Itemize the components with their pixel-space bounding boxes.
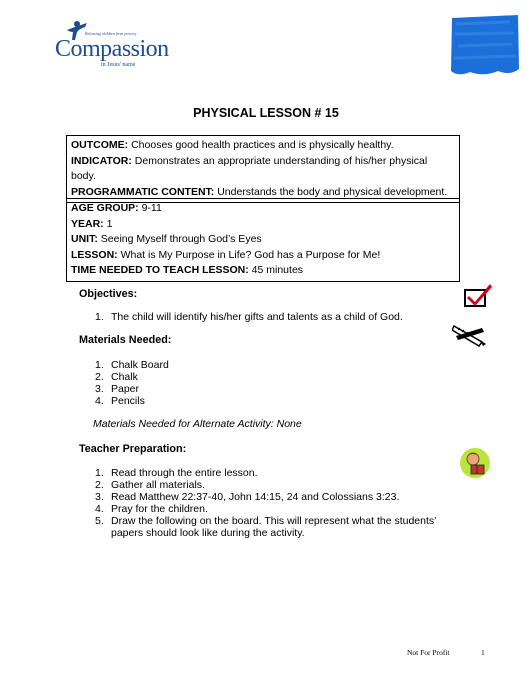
alternate-materials: Materials Needed for Alternate Activity: None (93, 418, 302, 430)
checkbox-check-icon (462, 282, 496, 316)
compassion-logo (55, 22, 169, 70)
year-line: YEAR: 1 (71, 217, 113, 230)
age-group-line: AGE GROUP: 9-11 (71, 202, 162, 214)
list-item: 1. Read through the entire lesson. (95, 467, 258, 479)
blue-paint-swatch (450, 14, 520, 78)
materials-list (95, 359, 295, 407)
outcome-box (66, 135, 460, 203)
teacher-reading-icon (458, 446, 492, 480)
footer-note: Not For Profit (407, 648, 450, 657)
unit-line: UNIT: Seeing Myself through God’s Eyes (71, 233, 262, 245)
materials-heading: Materials Needed: (79, 334, 172, 346)
time-needed-line: TIME NEEDED TO TEACH LESSON: 45 minutes (71, 264, 304, 276)
outcome-line: OUTCOME: Chooses good health practices and is physically healthy. (71, 139, 394, 151)
pencil-ruler-icon (452, 322, 488, 348)
list-item: 5. Draw the following on the board. This will represent what the students’ papers should look like during the activity. (95, 515, 437, 539)
preparation-list (95, 467, 455, 539)
list-item: 4. Pray for the children. (95, 503, 208, 515)
indicator-line: INDICATOR: Demonstrates an appropriate understanding of his/her physical body. (71, 154, 428, 182)
teacher-preparation-heading: Teacher Preparation: (79, 443, 187, 455)
lesson-line: LESSON: What is My Purpose in Life? God has a Purpose for Me! (71, 248, 381, 261)
list-item: 1. The child will identify his/her gifts and talents as a child of God. (95, 311, 403, 323)
logo-wordmark: Compassion (55, 36, 169, 62)
objectives-list (95, 311, 425, 323)
logo-subtitle: in Jesus' name (101, 62, 136, 68)
objectives-heading: Objectives: (79, 288, 138, 300)
page-title: PHYSICAL LESSON # 15 (193, 106, 339, 120)
page-number: 1 (481, 648, 485, 657)
programmatic-content-line: PROGRAMMATIC CONTENT: Understands the body and physical development. (71, 185, 448, 198)
list-item: 3. Read Matthew 22:37-40, John 14:15, 24 and Colossians 3:23. (95, 491, 400, 503)
lesson-info-box (66, 198, 460, 282)
logo-tagline: Releasing children from poverty (85, 31, 137, 36)
list-item: 4. Pencils (95, 395, 145, 407)
list-item: 2. Gather all materials. (95, 479, 205, 491)
list-item: 1. Chalk Board (95, 359, 169, 371)
list-item: 3. Paper (95, 383, 140, 395)
list-item: 2. Chalk (95, 371, 138, 383)
